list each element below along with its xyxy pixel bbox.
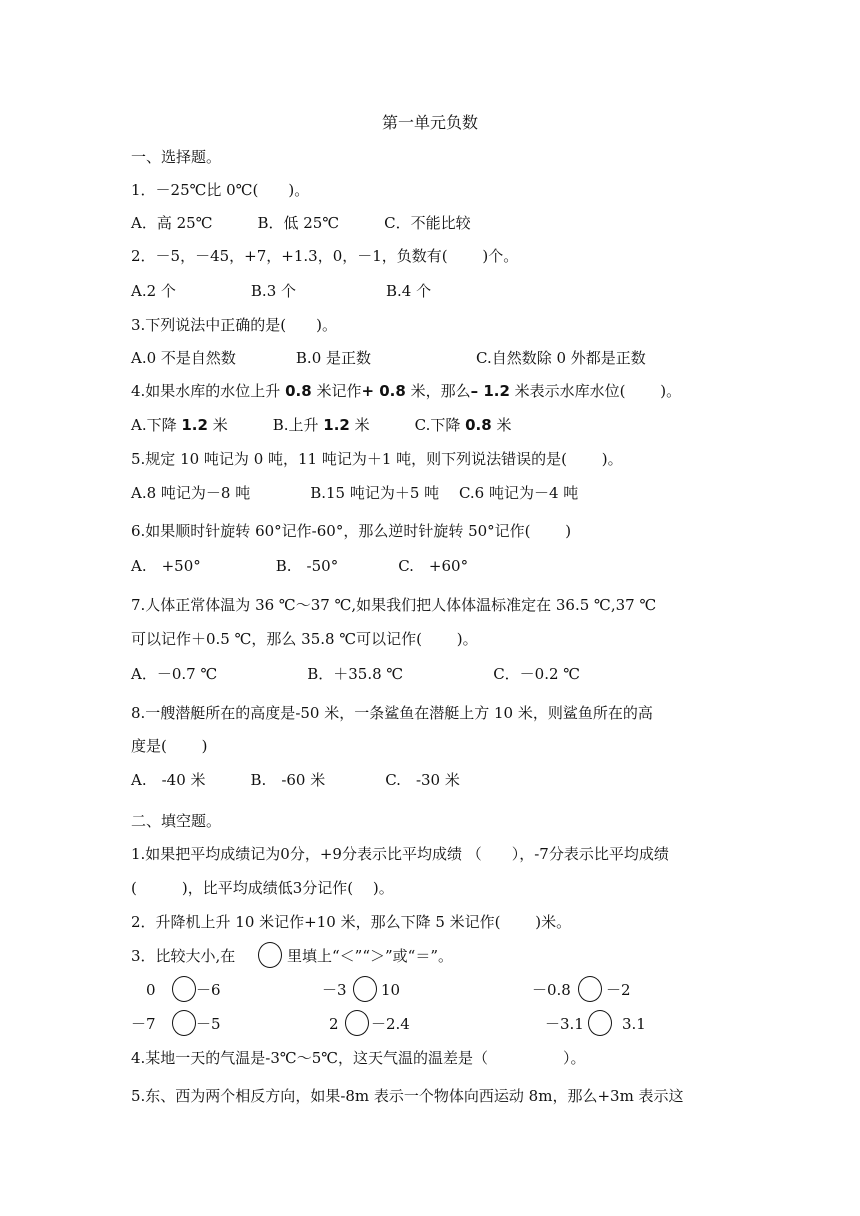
q4-opt-a-num: 1.2 xyxy=(181,416,208,434)
compare-3-left: －0.8 xyxy=(532,981,571,999)
compare-1-right: －6 xyxy=(196,981,221,999)
question-3-stem: 3.下列说法中正确的是( )。 xyxy=(131,316,338,334)
section-heading-fill: 二、填空题。 xyxy=(131,812,222,830)
compare-6-left: －3.1 xyxy=(545,1015,584,1033)
fill-question-3-a: 3．比较大小,在 xyxy=(131,947,236,965)
compare-3-right: －2 xyxy=(606,981,631,999)
compare-4-left: －7 xyxy=(131,1015,156,1033)
fill-question-2: 2．升降机上升 10 米记作+10 米，那么下降 5 米记作( )米。 xyxy=(131,913,572,931)
q4-text-d: 米表示水库水位( )。 xyxy=(509,382,682,400)
section-heading-choice: 一、选择题。 xyxy=(131,148,222,166)
fill-question-3-b: 里填上“＜”“＞”或“＝”。 xyxy=(287,947,454,965)
question-6-stem: 6.如果顺时针旋转 60°记作-60°，那么逆时针旋转 50°记作( ) xyxy=(131,522,572,540)
compare-1-circle[interactable] xyxy=(172,976,196,1002)
question-4-options xyxy=(131,415,511,435)
fill-question-4: 4.某地一天的气温是-3℃～5℃，这天气温的温差是（ ）。 xyxy=(131,1049,586,1067)
question-1-stem: 1．－25℃比 0℃( )。 xyxy=(131,181,310,199)
compare-2-left: －3 xyxy=(322,981,347,999)
blank-circle-icon xyxy=(258,942,282,968)
q4-text-a: 4.如果水库的水位上升 xyxy=(131,382,286,400)
fill-question-1-line1: 1.如果把平均成绩记为0分，+9分表示比平均成绩 （ ），-7分表示比平均成绩 xyxy=(131,845,669,863)
q4-text-c: 米，那么 xyxy=(405,382,471,400)
question-8-options: A. -40 米 B. -60 米 C. -30 米 xyxy=(131,771,460,789)
question-8-stem-line2: 度是( ) xyxy=(131,737,208,755)
fill-question-5: 5.东、西为两个相反方向，如果-8m 表示一个物体向西运动 8m，那么+3m 表示这 xyxy=(131,1087,684,1105)
compare-2-circle[interactable] xyxy=(353,976,377,1002)
q4-opt-c-num: 0.8 xyxy=(465,416,492,434)
compare-5-circle[interactable] xyxy=(345,1010,369,1036)
compare-3-circle[interactable] xyxy=(578,976,602,1002)
compare-2-right: 10 xyxy=(381,981,401,999)
q4-opt-c-end: 米 xyxy=(491,416,512,434)
question-7-stem-line1: 7.人体正常体温为 36 ℃～37 ℃,如果我们把人体体温标准定在 36.5 ℃,37 ℃ xyxy=(131,596,657,614)
compare-4-circle[interactable] xyxy=(172,1010,196,1036)
question-7-options: A．－0.7 ℃ B．＋35.8 ℃ C．－0.2 ℃ xyxy=(131,665,581,683)
q4-text-b: 米记作 xyxy=(311,382,362,400)
compare-5-left: 2 xyxy=(329,1015,339,1033)
q4-opt-b-end: 米 C.下降 xyxy=(349,416,466,434)
fill-question-1-line2: ( )，比平均成绩低3分记作( )。 xyxy=(131,879,394,897)
question-5-options: A.8 吨记为－8 吨 B.15 吨记为＋5 吨 C.6 吨记为－4 吨 xyxy=(131,484,579,502)
compare-6-right: 3.1 xyxy=(622,1015,646,1033)
page-title: 第一单元负数 xyxy=(381,113,478,132)
compare-6-circle[interactable] xyxy=(588,1010,612,1036)
q4-num-2: + 0.8 xyxy=(361,382,406,400)
q4-num-3: – 1.2 xyxy=(470,382,510,400)
q4-num-1: 0.8 xyxy=(285,382,312,400)
question-6-options: A. +50° B. -50° C. +60° xyxy=(131,557,469,575)
question-2-stem: 2．－5，－45，+7，+1.3，0，－1，负数有( )个。 xyxy=(131,247,519,265)
compare-5-right: －2.4 xyxy=(371,1015,410,1033)
question-3-options: A.0 不是自然数 B.0 是正数 C.自然数除 0 外都是正数 xyxy=(131,349,646,367)
question-8-stem-line1: 8.一艘潜艇所在的高度是-50 米，一条鲨鱼在潜艇上方 10 米，则鲨鱼所在的高 xyxy=(131,704,653,722)
question-1-options: A．高 25℃ B．低 25℃ C．不能比较 xyxy=(131,214,471,232)
question-2-options: A.2 个 B.3 个 B.4 个 xyxy=(131,282,432,300)
question-5-stem: 5.规定 10 吨记为 0 吨，11 吨记为＋1 吨，则下列说法错误的是( )。 xyxy=(131,450,623,468)
compare-1-left: 0 xyxy=(146,981,156,999)
question-7-stem-line2: 可以记作＋0.5 ℃，那么 35.8 ℃可以记作( )。 xyxy=(131,630,478,648)
q4-opt-a: A.下降 xyxy=(131,416,182,434)
question-4-stem xyxy=(131,381,681,401)
compare-4-right: －5 xyxy=(196,1015,221,1033)
q4-opt-b-num: 1.2 xyxy=(323,416,350,434)
q4-opt-a-end: 米 B.上升 xyxy=(207,416,324,434)
